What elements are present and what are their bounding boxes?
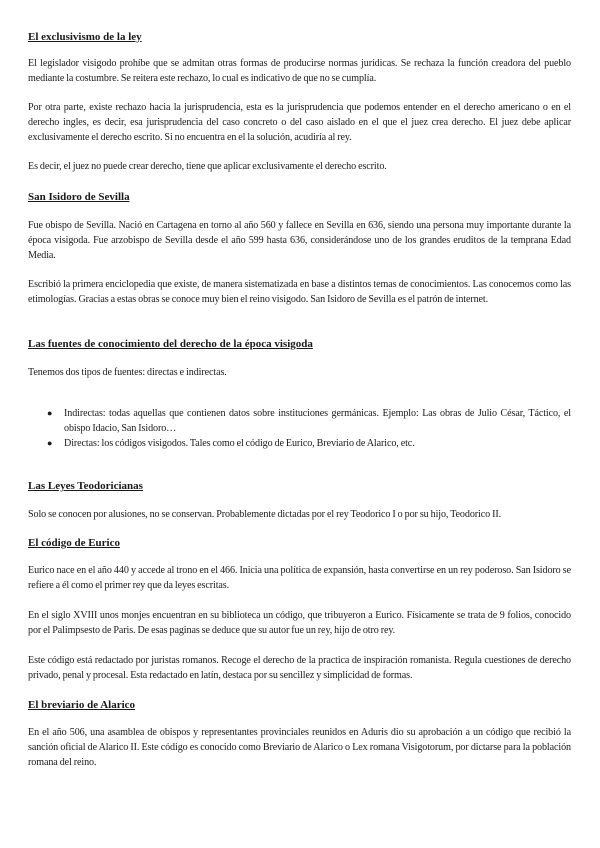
paragraph: Es decir, el juez no puede crear derecho, tiene que aplicar exclusivamente el derecho escrito.	[28, 161, 387, 172]
paragraph: Este código está redactado por juristas romanos. Recoge el derecho de la practica de inspiración romanista. Regula cuestiones de derecho privado, penal y procesal. Esta redactado en latín, destaca por su sencillez y simplicidad de formas.	[28, 655, 571, 681]
paragraph: Por otra parte, existe rechazo hacia la jurisprudencia, esta es la jurisprudencia que podemos entender en el derecho americano o en el derecho ingles, es decir, esa jurisprudencia del caso concreto o del caso aislado en el que el juez crea derecho. El juez debe aplicar exclusivamente el derecho escrito. Si no encuentra en el la solución, acudiría al rey.	[28, 102, 571, 143]
bullet-icon: ●	[47, 408, 53, 418]
heading-exclusivismo: El exclusivismo de la ley	[28, 31, 142, 43]
heading-teodoricianas: Las Leyes Teodoricianas	[28, 480, 143, 492]
paragraph: Solo se conocen por alusiones, no se conservan. Probablemente dictadas por el rey Teodorico I o por su hijo, Teodorico II.	[28, 509, 502, 520]
paragraph: Tenemos dos tipos de fuentes: directas e indirectas.	[28, 367, 227, 378]
bullet-icon: ●	[47, 438, 53, 448]
heading-eurico: El código de Eurico	[28, 537, 120, 549]
paragraph: El legislador visigodo prohíbe que se admitan otras formas de producirse normas jurídicas. Se rechaza la función creadora del pueblo mediante la costumbre. Se reitera este rechazo, lo cual es indicativo de que no se cumplía.	[28, 58, 571, 84]
paragraph: En el siglo XVIII unos monjes encuentran en su biblioteca un código, que tribuyeron a Eurico. Físicamente se trata de 9 folios, conocido por el Palimpsesto de Paris. De esas paginas se deduce que su autor fue un rey, hijo de otro rey.	[28, 610, 571, 636]
list-item	[28, 406, 571, 436]
list-item-text: Directas: los códigos visigodos. Tales como el código de Eurico, Breviario de Alarico, etc.	[64, 438, 415, 449]
paragraph: Eurico nace en el año 440 y accede al trono en el 466. Inicia una política de expansión, hasta convertirse en un rey poderoso. San Isidoro se refiere a él como el primer rey que da leyes escritas.	[28, 565, 571, 591]
list-item	[28, 436, 571, 451]
paragraph: Escribió la primera enciclopedia que existe, de manera sistematizada en base a distintos temas de conocimientos. Las conocemos como las etimologías. Gracias a estas obras se conoce muy bien el reino visigodo. San Isidoro de Sevilla es el patrón de internet.	[28, 279, 571, 305]
paragraph: En el año 506, una asamblea de obispos y representantes provinciales reunidos en Aduris dio su aprobación a un código que recibió la sanción oficial de Alarico II. Este código es conocido como Breviario de Alarico o Lex romana Visigotorum, por dictarse para la población romana del reino.	[28, 727, 571, 768]
heading-breviario: El breviario de Alarico	[28, 699, 136, 711]
sources-list	[28, 406, 571, 451]
heading-fuentes: Las fuentes de conocimiento del derecho de la época visigoda	[28, 338, 313, 350]
list-item-text: Indirectas: todas aquellas que contienen datos sobre instituciones germánicas. Ejemplo: Las obras de Julio César, Táctico, el obispo Idacio, San Isidoro…	[64, 408, 571, 434]
heading-isidoro: San Isidoro de Sevilla	[28, 191, 130, 203]
paragraph: Fue obispo de Sevilla. Nació en Cartagena en torno al año 560 y fallece en Sevilla en 636, siendo una persona muy importante durante la época visigoda. Fue arzobispo de Sevilla desde el año 599 hasta 636, considerándose uno de los grandes eruditos de la temprana Edad Media.	[28, 220, 571, 261]
